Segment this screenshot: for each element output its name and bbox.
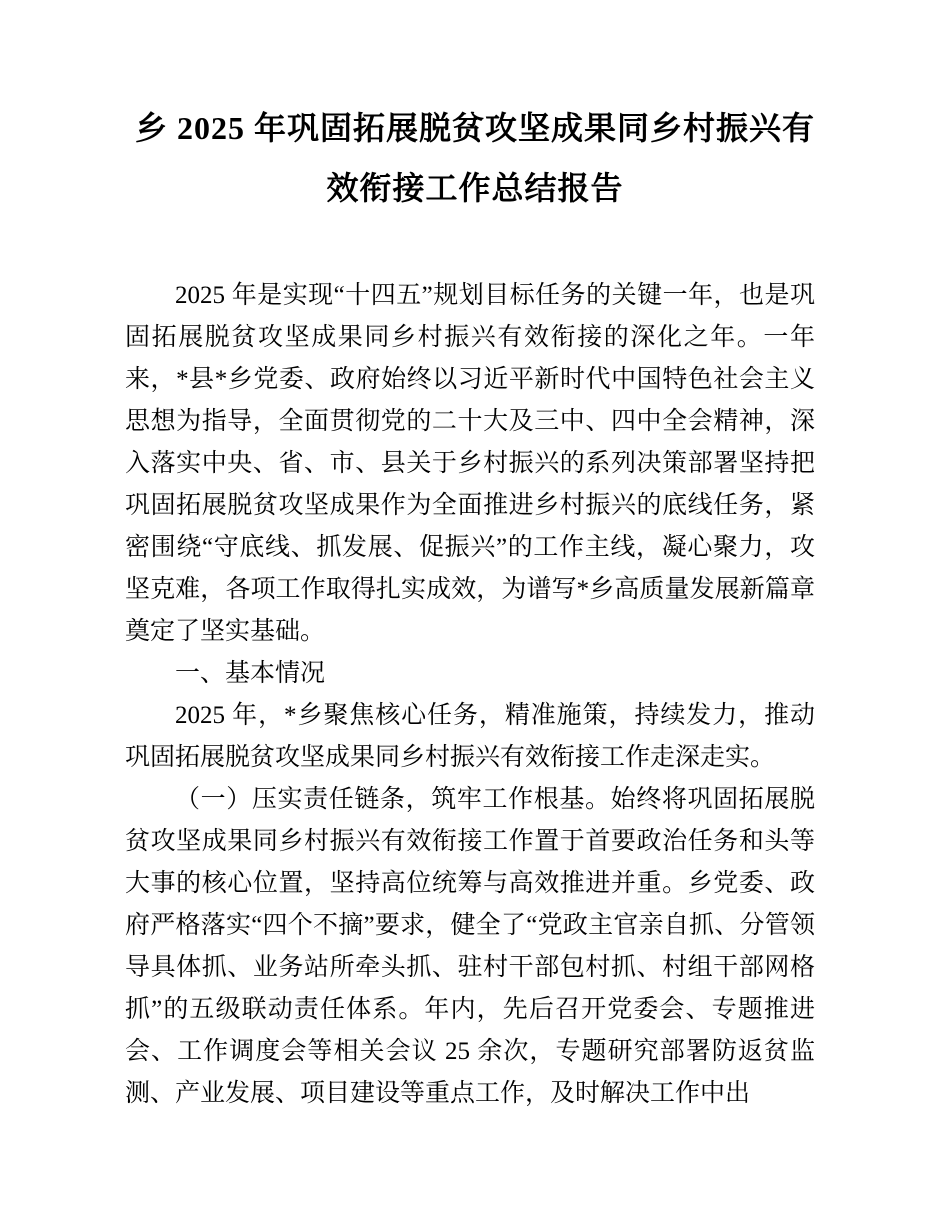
document-title-line-2: 效衔接工作总结报告 [326,170,624,206]
document-title [125,98,825,218]
body-paragraph: （一）压实责任链条，筑牢工作根基。始终将巩固拓展脱贫攻坚成果同乡村振兴有效衔接工作置于首要政治任务和头等大事的核心位置，坚持高位统筹与高效推进并重。乡党委、政府严格落实“四个不摘”要求，健全了“党政主官亲自抓、分管领导具体抓、业务站所牵头抓、驻村干部包村抓、村组干部网格抓”的五级联动责任体系。年内，先后召开党委会、专题推进会、工作调度会等相关会议 25 余次，专题研究部署防返贫监测、产业发展、项目建设等重点工作，及时解决工作中出 [125,786,815,1107]
document-title-line-1: 乡 2025 年巩固拓展脱贫攻坚成果同乡村振兴有 [134,110,815,146]
section-heading: 一、基本情况 [175,660,326,687]
body-paragraph: 2025 年是实现“十四五”规划目标任务的关键一年，也是巩固拓展脱贫攻坚成果同乡村振兴有效衔接的深化之年。一年来，*县*乡党委、政府始终以习近平新时代中国特色社会主义思想为指导，全面贯彻党的二十大及三中、四中全会精神，深入落实中央、省、市、县关于乡村振兴的系列决策部署坚持把巩固拓展脱贫攻坚成果作为全面推进乡村振兴的底线任务，紧密围绕“守底线、抓发展、促振兴”的工作主线，凝心聚力，攻坚克难，各项工作取得扎实成效，为谱写*乡高质量发展新篇章奠定了坚实基础。 [125,282,815,645]
document-body [125,275,815,1115]
body-paragraph: 2025 年，*乡聚焦核心任务，精准施策，持续发力，推动巩固拓展脱贫攻坚成果同乡村振兴有效衔接工作走深走实。 [125,702,815,771]
